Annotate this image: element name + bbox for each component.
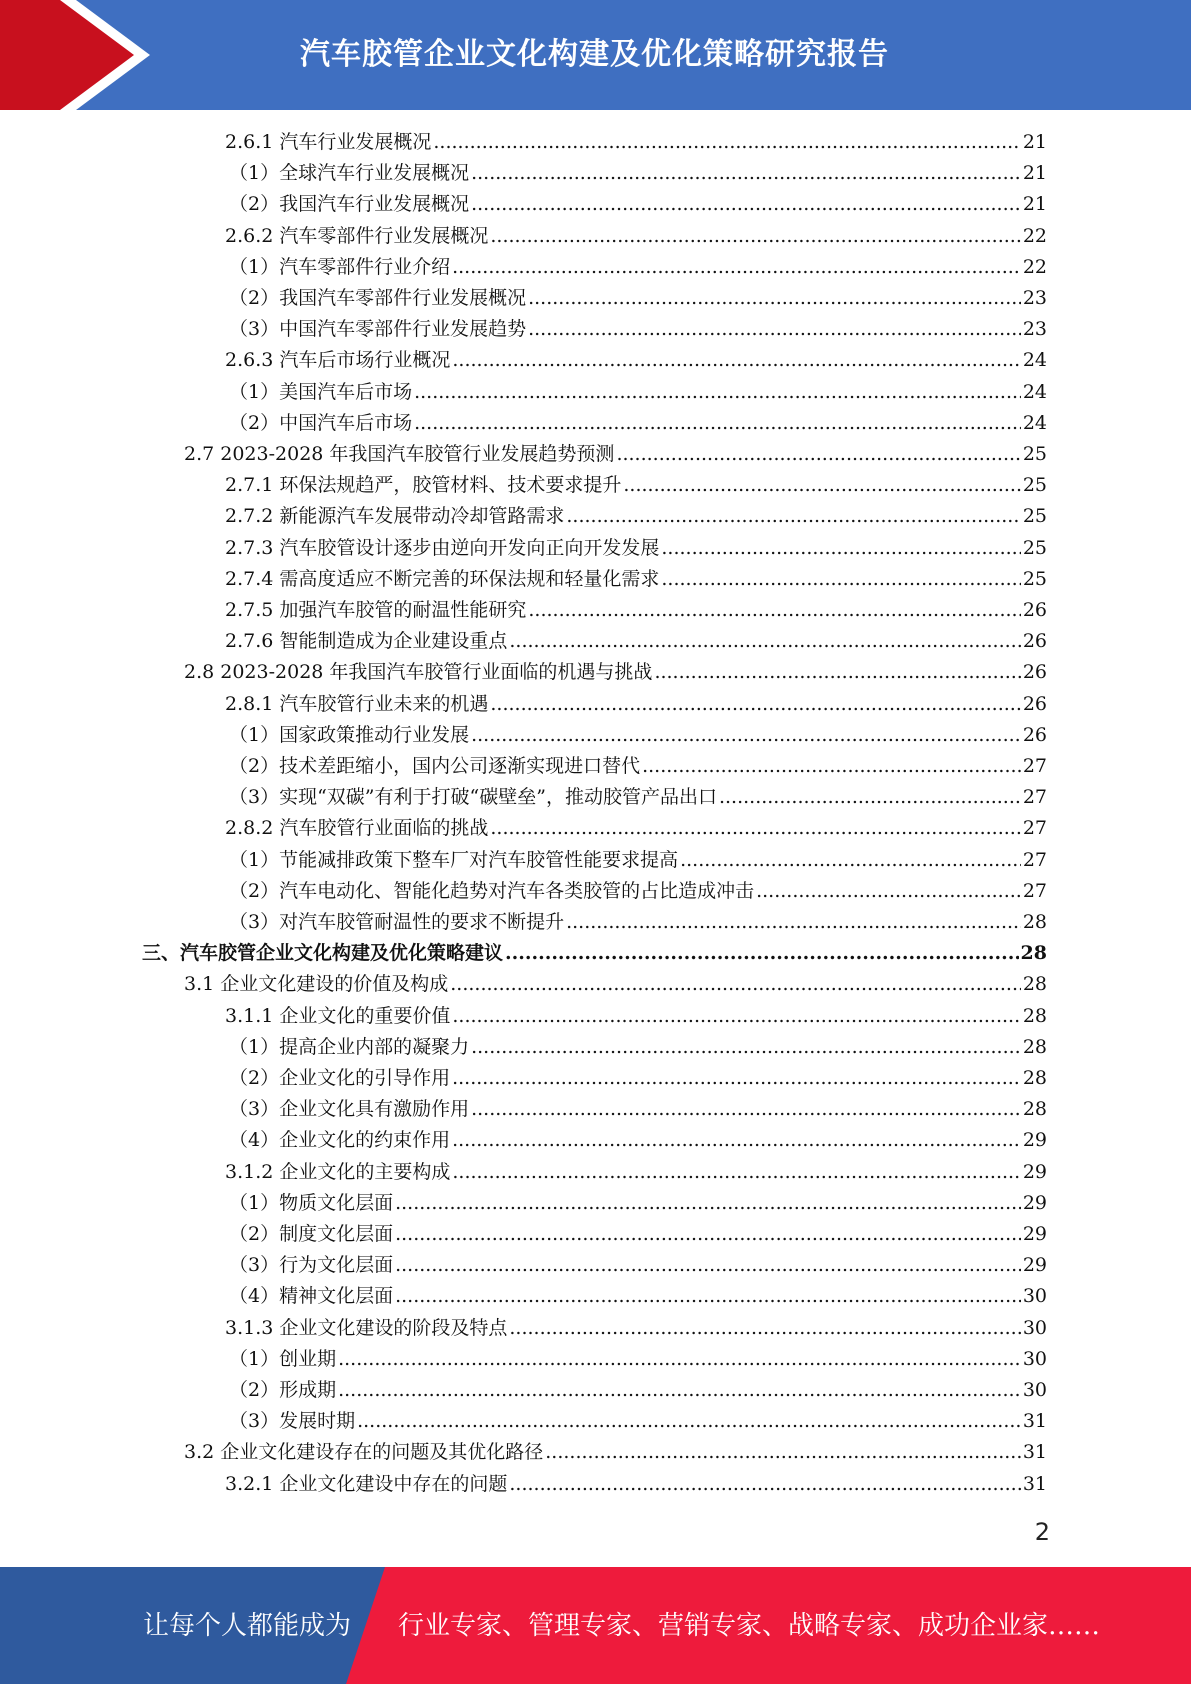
toc-dot-leader bbox=[545, 1437, 1021, 1468]
toc-entry[interactable] bbox=[229, 845, 1047, 876]
toc-entry[interactable] bbox=[229, 720, 1047, 751]
toc-entry-title: 2.7 2023-2028 年我国汽车胶管行业发展趋势预测 bbox=[184, 443, 615, 465]
toc-dot-leader bbox=[528, 314, 1021, 345]
toc-dot-leader bbox=[528, 283, 1021, 314]
toc-entry-page: 27 bbox=[1022, 848, 1047, 871]
toc-dot-leader bbox=[357, 1406, 1021, 1437]
toc-entry[interactable] bbox=[184, 657, 1047, 688]
toc-entry-page: 23 bbox=[1022, 318, 1047, 341]
toc-entry-title: （2）汽车电动化、智能化趋势对汽车各类胶管的占比造成冲击 bbox=[229, 879, 755, 902]
toc-entry-title: （2）我国汽车零部件行业发展概况 bbox=[229, 287, 527, 309]
toc-entry-title: （2）形成期 bbox=[229, 1379, 337, 1401]
toc-entry[interactable] bbox=[229, 1375, 1047, 1406]
toc-entry[interactable] bbox=[229, 1219, 1047, 1250]
toc-entry-page: 27 bbox=[1022, 879, 1047, 902]
toc-entry[interactable] bbox=[225, 1157, 1047, 1188]
toc-entry-title: 2.8.1 汽车胶管行业未来的机遇 bbox=[225, 692, 489, 715]
toc-entry[interactable] bbox=[229, 314, 1047, 345]
toc-entry[interactable] bbox=[184, 439, 1047, 470]
toc-dot-leader bbox=[509, 1469, 1020, 1500]
toc-dot-leader bbox=[395, 1188, 1021, 1219]
toc-dot-leader bbox=[654, 657, 1020, 688]
toc-entry-page: 31 bbox=[1022, 1441, 1047, 1464]
toc-entry-page: 30 bbox=[1022, 1285, 1047, 1308]
toc-entry-page: 24 bbox=[1022, 411, 1047, 434]
toc-entry-title: （1）美国汽车后市场 bbox=[229, 380, 413, 403]
toc-dot-leader bbox=[452, 252, 1021, 283]
toc-entry[interactable] bbox=[225, 595, 1047, 626]
toc-dot-leader bbox=[452, 1125, 1021, 1156]
toc-dot-leader bbox=[490, 221, 1020, 252]
toc-dot-leader bbox=[452, 1001, 1020, 1032]
toc-entry-page: 28 bbox=[1022, 1067, 1047, 1089]
toc-dot-leader bbox=[338, 1344, 1021, 1375]
toc-entry-title: （2）中国汽车后市场 bbox=[229, 411, 413, 434]
toc-entry-title: 2.6.3 汽车后市场行业概况 bbox=[225, 349, 451, 372]
toc-entry-page: 21 bbox=[1022, 193, 1047, 216]
footer-slogan-right: 行业专家、管理专家、营销专家、战略专家、成功企业家…… bbox=[398, 1611, 1101, 1641]
toc-entry[interactable] bbox=[229, 189, 1047, 220]
toc-entry-page: 21 bbox=[1022, 162, 1047, 185]
toc-entry-page: 29 bbox=[1022, 1129, 1047, 1152]
toc-entry-page: 22 bbox=[1022, 224, 1047, 247]
toc-entry[interactable] bbox=[229, 408, 1047, 439]
toc-entry[interactable] bbox=[225, 1001, 1047, 1032]
toc-entry[interactable] bbox=[229, 377, 1047, 408]
toc-entry-title: 3.2.1 企业文化建设中存在的问题 bbox=[225, 1472, 508, 1495]
toc-entry-page: 21 bbox=[1022, 131, 1047, 153]
toc-entry[interactable] bbox=[184, 1437, 1047, 1468]
toc-entry[interactable] bbox=[184, 969, 1047, 1000]
toc-entry-title: 3.1.2 企业文化的主要构成 bbox=[225, 1160, 451, 1183]
toc-dot-leader bbox=[661, 533, 1020, 564]
toc-entry-page: 28 bbox=[1022, 911, 1047, 933]
toc-dot-leader bbox=[642, 751, 1021, 782]
document-title: 汽车胶管企业文化构建及优化策略研究报告 bbox=[300, 37, 889, 72]
toc-entry[interactable] bbox=[229, 1188, 1047, 1219]
toc-entry-page: 29 bbox=[1022, 1160, 1047, 1183]
toc-dot-leader bbox=[452, 345, 1020, 376]
toc-entry[interactable] bbox=[225, 221, 1047, 252]
toc-entry-page: 26 bbox=[1022, 630, 1047, 653]
toc-entry[interactable] bbox=[225, 1313, 1047, 1344]
toc-entry-title: （1）汽车零部件行业介绍 bbox=[229, 255, 451, 278]
toc-entry-page: 29 bbox=[1022, 1191, 1047, 1214]
toc-entry[interactable] bbox=[229, 1125, 1047, 1156]
toc-entry[interactable] bbox=[225, 813, 1047, 844]
toc-entry-title: 2.7.3 汽车胶管设计逐步由逆向开发向正向开发发展 bbox=[225, 536, 660, 559]
toc-entry[interactable] bbox=[225, 345, 1047, 376]
toc-entry[interactable] bbox=[229, 751, 1047, 782]
toc-entry[interactable] bbox=[225, 689, 1047, 720]
toc-dot-leader bbox=[661, 564, 1020, 595]
toc-entry-page: 28 bbox=[1022, 1098, 1047, 1121]
toc-entry-title: 2.7.1 环保法规趋严，胶管材料、技术要求提升 bbox=[225, 474, 622, 497]
toc-entry-title: （3）企业文化具有激励作用 bbox=[229, 1098, 470, 1121]
toc-entry-title: 2.7.5 加强汽车胶管的耐温性能研究 bbox=[225, 599, 527, 621]
toc-entry-page: 31 bbox=[1022, 1472, 1047, 1495]
toc-entry[interactable] bbox=[225, 626, 1047, 657]
toc-entry-page: 25 bbox=[1022, 567, 1047, 590]
toc-entry-page: 26 bbox=[1022, 723, 1047, 746]
toc-entry-page: 24 bbox=[1022, 349, 1047, 372]
toc-entry-title: （3）实现“双碳”有利于打破“碳壁垒”，推动胶管产品出口 bbox=[229, 786, 717, 809]
toc-entry-page: 27 bbox=[1022, 786, 1047, 809]
toc-dot-leader bbox=[490, 689, 1020, 720]
toc-dot-leader bbox=[623, 470, 1020, 501]
toc-entry-page: 25 bbox=[1022, 505, 1047, 528]
toc-entry-title: （2）我国汽车行业发展概况 bbox=[229, 193, 470, 216]
toc-entry-title: 2.7.6 智能制造成为企业建设重点 bbox=[225, 630, 508, 653]
toc-dot-leader bbox=[395, 1281, 1021, 1312]
toc-entry-page: 22 bbox=[1022, 255, 1047, 278]
toc-dot-leader bbox=[509, 1313, 1020, 1344]
toc-entry-page: 24 bbox=[1022, 380, 1047, 403]
page-header bbox=[0, 0, 1191, 110]
toc-entry[interactable] bbox=[229, 1094, 1047, 1125]
toc-dot-leader bbox=[680, 845, 1021, 876]
toc-entry-page: 25 bbox=[1022, 474, 1047, 497]
toc-entry[interactable] bbox=[229, 1063, 1047, 1094]
toc-entry[interactable] bbox=[229, 1281, 1047, 1312]
toc-entry-page: 29 bbox=[1022, 1254, 1047, 1277]
toc-entry[interactable] bbox=[142, 938, 1047, 969]
toc-entry-page: 26 bbox=[1022, 661, 1047, 684]
toc-entry-page: 26 bbox=[1022, 599, 1047, 621]
toc-entry-page: 30 bbox=[1022, 1379, 1047, 1401]
toc-entry-title: 2.6.2 汽车零部件行业发展概况 bbox=[225, 224, 489, 247]
toc-dot-leader bbox=[505, 938, 1019, 969]
toc-entry[interactable] bbox=[225, 127, 1047, 158]
toc-entry-page: 28 bbox=[1020, 942, 1047, 965]
page-footer bbox=[0, 1567, 1191, 1684]
toc-entry-title: 2.7.2 新能源汽车发展带动冷却管路需求 bbox=[225, 505, 565, 528]
toc-entry[interactable] bbox=[229, 1344, 1047, 1375]
toc-entry-page: 30 bbox=[1022, 1347, 1047, 1370]
toc-dot-leader bbox=[719, 782, 1021, 813]
toc-dot-leader bbox=[414, 377, 1021, 408]
toc-entry[interactable] bbox=[229, 1032, 1047, 1063]
toc-entry[interactable] bbox=[229, 1406, 1047, 1437]
toc-entry-page: 23 bbox=[1022, 287, 1047, 309]
toc-entry-page: 25 bbox=[1022, 443, 1047, 465]
toc-entry-title: 3.1.3 企业文化建设的阶段及特点 bbox=[225, 1316, 508, 1339]
toc-entry-page: 28 bbox=[1022, 1004, 1047, 1027]
toc-entry-title: （3）行为文化层面 bbox=[229, 1254, 394, 1277]
toc-dot-leader bbox=[395, 1250, 1021, 1281]
toc-dot-leader bbox=[414, 408, 1021, 439]
footer-slogan-left: 让每个人都能成为 bbox=[143, 1611, 352, 1641]
toc-entry-title: （1）物质文化层面 bbox=[229, 1191, 394, 1214]
toc-dot-leader bbox=[471, 189, 1021, 220]
toc-entry[interactable] bbox=[229, 1250, 1047, 1281]
toc-entry[interactable] bbox=[229, 876, 1047, 907]
toc-entry-page: 28 bbox=[1022, 973, 1047, 996]
toc-entry-title: 3.1 企业文化建设的价值及构成 bbox=[184, 973, 449, 996]
toc-entry[interactable] bbox=[229, 252, 1047, 283]
toc-entry-title: 三、汽车胶管企业文化构建及优化策略建议 bbox=[142, 942, 504, 965]
toc-entry[interactable] bbox=[229, 158, 1047, 189]
toc-entry[interactable] bbox=[225, 533, 1047, 564]
toc-entry-title: （4）精神文化层面 bbox=[229, 1285, 394, 1308]
toc-entry-title: （4）企业文化的约束作用 bbox=[229, 1129, 451, 1152]
toc-dot-leader bbox=[566, 907, 1021, 938]
toc-entry-page: 31 bbox=[1022, 1410, 1047, 1433]
toc-entry-title: （3）发展时期 bbox=[229, 1410, 356, 1433]
toc-entry-title: 3.1.1 企业文化的重要价值 bbox=[225, 1004, 451, 1027]
toc-dot-leader bbox=[528, 595, 1020, 626]
toc-entry[interactable] bbox=[229, 907, 1047, 938]
toc-entry-title: （3）中国汽车零部件行业发展趋势 bbox=[229, 318, 527, 341]
toc-entry-title: （1）提高企业内部的凝聚力 bbox=[229, 1035, 470, 1058]
toc-entry-page: 27 bbox=[1022, 817, 1047, 840]
toc-entry-page: 25 bbox=[1022, 536, 1047, 559]
toc-entry-page: 26 bbox=[1022, 692, 1047, 715]
toc-entry-page: 28 bbox=[1022, 1035, 1047, 1058]
toc-entry-title: （1）全球汽车行业发展概况 bbox=[229, 162, 470, 185]
toc-entry-title: （1）国家政策推动行业发展 bbox=[229, 723, 470, 746]
toc-entry[interactable] bbox=[229, 782, 1047, 813]
toc-entry-title: （1）节能减排政策下整车厂对汽车胶管性能要求提高 bbox=[229, 848, 679, 871]
toc-entry-title: 2.8 2023-2028 年我国汽车胶管行业面临的机遇与挑战 bbox=[184, 661, 653, 684]
toc-dot-leader bbox=[433, 127, 1020, 158]
toc-dot-leader bbox=[452, 1157, 1020, 1188]
toc-dot-leader bbox=[338, 1375, 1021, 1406]
toc-dot-leader bbox=[490, 813, 1020, 844]
toc-dot-leader bbox=[471, 1094, 1021, 1125]
toc-dot-leader bbox=[616, 439, 1020, 470]
toc-dot-leader bbox=[471, 1032, 1021, 1063]
toc-entry-title: （2）企业文化的引导作用 bbox=[229, 1067, 451, 1089]
toc-dot-leader bbox=[471, 158, 1021, 189]
toc-dot-leader bbox=[471, 720, 1021, 751]
toc-entry[interactable] bbox=[225, 1469, 1047, 1500]
toc-entry-title: （2）制度文化层面 bbox=[229, 1223, 394, 1245]
toc-dot-leader bbox=[450, 969, 1021, 1000]
toc-entry-title: 2.6.1 汽车行业发展概况 bbox=[225, 131, 432, 153]
page-number: 2 bbox=[1034, 1518, 1050, 1546]
toc-dot-leader bbox=[452, 1063, 1021, 1094]
toc-entry-title: 3.2 企业文化建设存在的问题及其优化路径 bbox=[184, 1441, 544, 1464]
toc-entry[interactable] bbox=[229, 283, 1047, 314]
toc-entry-page: 27 bbox=[1022, 755, 1047, 777]
toc-entry-page: 29 bbox=[1022, 1223, 1047, 1245]
toc-entry[interactable] bbox=[225, 564, 1047, 595]
toc-entry-title: （1）创业期 bbox=[229, 1347, 337, 1370]
toc-entry-title: （3）对汽车胶管耐温性的要求不断提升 bbox=[229, 911, 565, 933]
toc-dot-leader bbox=[566, 501, 1020, 532]
toc-entry-title: 2.8.2 汽车胶管行业面临的挑战 bbox=[225, 817, 489, 840]
toc-dot-leader bbox=[756, 876, 1021, 907]
toc-entry[interactable] bbox=[225, 501, 1047, 532]
toc-dot-leader bbox=[509, 626, 1020, 657]
toc-entry-page: 30 bbox=[1022, 1316, 1047, 1339]
toc-entry[interactable] bbox=[225, 470, 1047, 501]
toc-entry-title: 2.7.4 需高度适应不断完善的环保法规和轻量化需求 bbox=[225, 567, 660, 590]
toc-entry-title: （2）技术差距缩小，国内公司逐渐实现进口替代 bbox=[229, 755, 641, 777]
toc-dot-leader bbox=[395, 1219, 1021, 1250]
